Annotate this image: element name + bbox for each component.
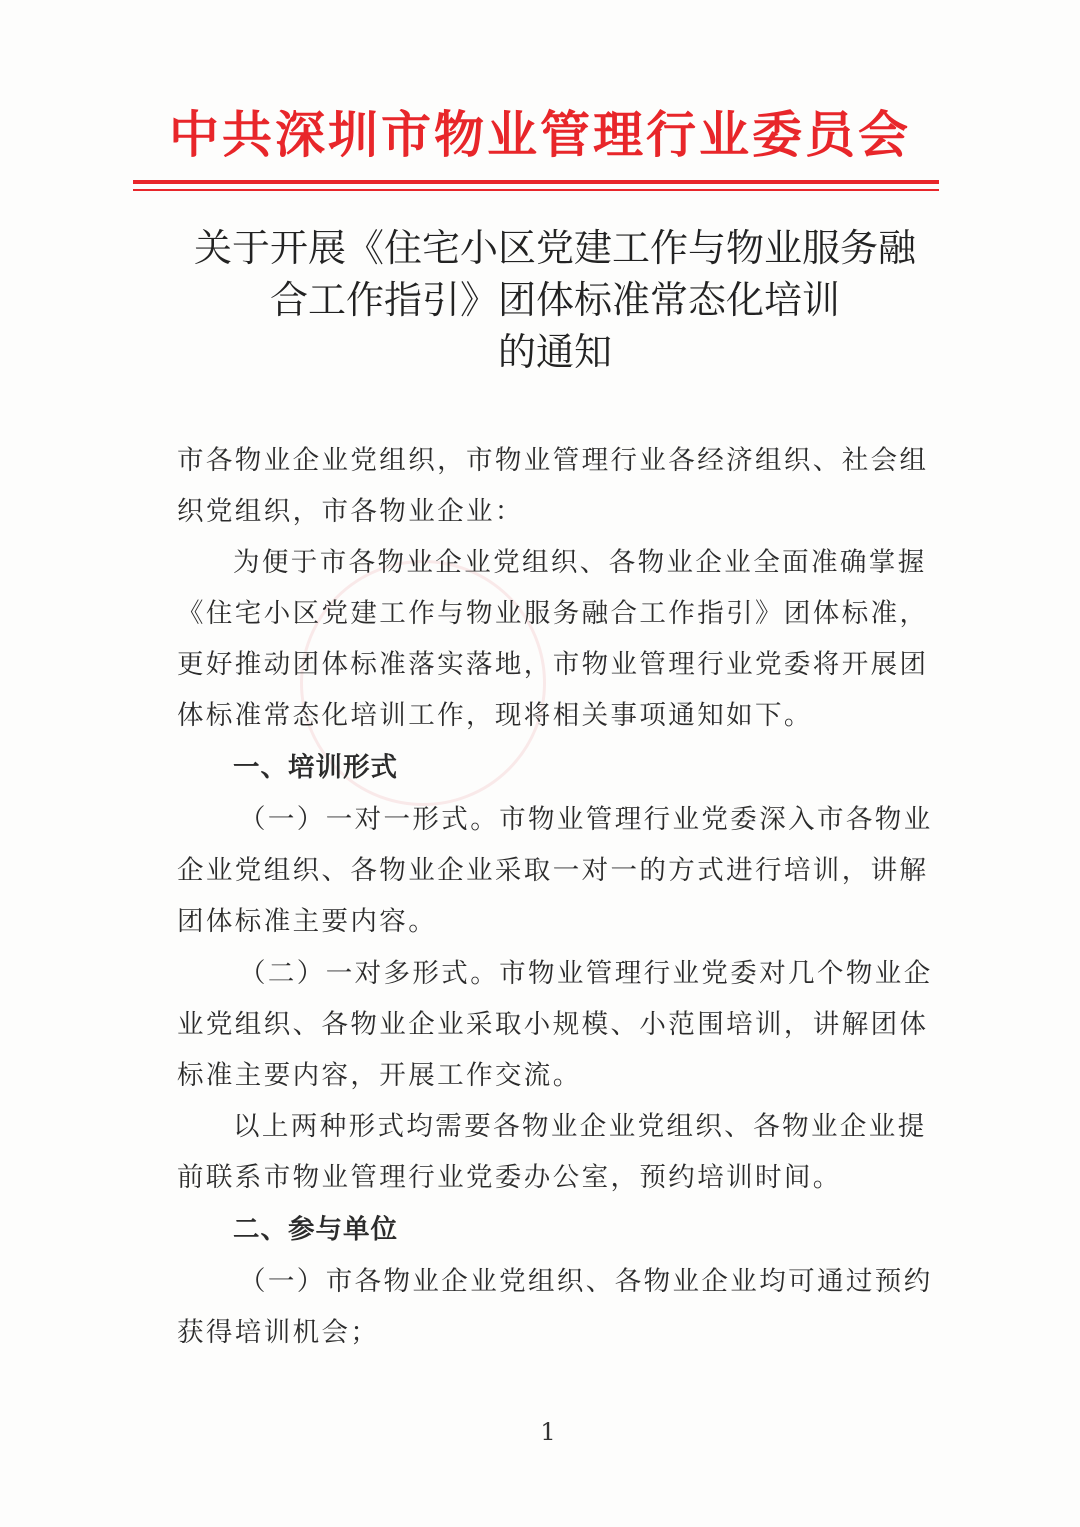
paragraph-line: 团体标准主要内容。	[177, 906, 438, 937]
recipient-line-1: 市各物业企业党组织，市物业管理行业各经济组织、社会组	[177, 445, 929, 476]
paragraph-line: 企业党组织、各物业企业采取一对一的方式进行培训，讲解	[177, 855, 929, 886]
organization-header: 中共深圳市物业管理行业委员会	[169, 106, 911, 164]
paragraph-line: 《住宅小区党建工作与物业服务融合工作指引》团体标准，	[177, 598, 929, 629]
paragraph-line: （二）一对多形式。市物业管理行业党委对几个物业企	[239, 958, 933, 989]
title-line-2: 合工作指引》团体标准常态化培训	[269, 278, 840, 322]
paragraph-line: 更好推动团体标准落实落地，市物业管理行业党委将开展团	[177, 649, 929, 680]
section-heading-2: 二、参与单位	[233, 1214, 398, 1245]
paragraph-line: 标准主要内容，开展工作交流。	[177, 1060, 582, 1091]
paragraph-line: 为便于市各物业企业党组织、各物业企业全面准确掌握	[233, 547, 927, 578]
paragraph-line: 体标准常态化培训工作，现将相关事项通知如下。	[177, 700, 813, 731]
paragraph-line: 业党组织、各物业企业采取小规模、小范围培训，讲解团体	[177, 1009, 929, 1040]
paragraph-line: （一）市各物业企业党组织、各物业企业均可通过预约	[239, 1266, 933, 1297]
header-rule-thick	[133, 180, 939, 184]
paragraph-line: （一）一对一形式。市物业管理行业党委深入市各物业	[239, 804, 933, 835]
page-number: 1	[540, 1418, 556, 1446]
paragraph-line: 前联系市物业管理行业党委办公室，预约培训时间。	[177, 1162, 842, 1193]
paragraph-line: 获得培训机会；	[177, 1317, 380, 1348]
recipient-line-2: 织党组织，市各物业企业：	[177, 496, 524, 527]
document-title	[150, 222, 960, 378]
section-heading-1: 一、培训形式	[233, 752, 398, 783]
paragraph-line: 以上两种形式均需要各物业企业党组织、各物业企业提	[233, 1111, 927, 1142]
header-rule-thin	[133, 189, 939, 191]
title-line-3: 的通知	[497, 330, 612, 374]
title-line-1: 关于开展《住宅小区党建工作与物业服务融	[193, 226, 916, 270]
